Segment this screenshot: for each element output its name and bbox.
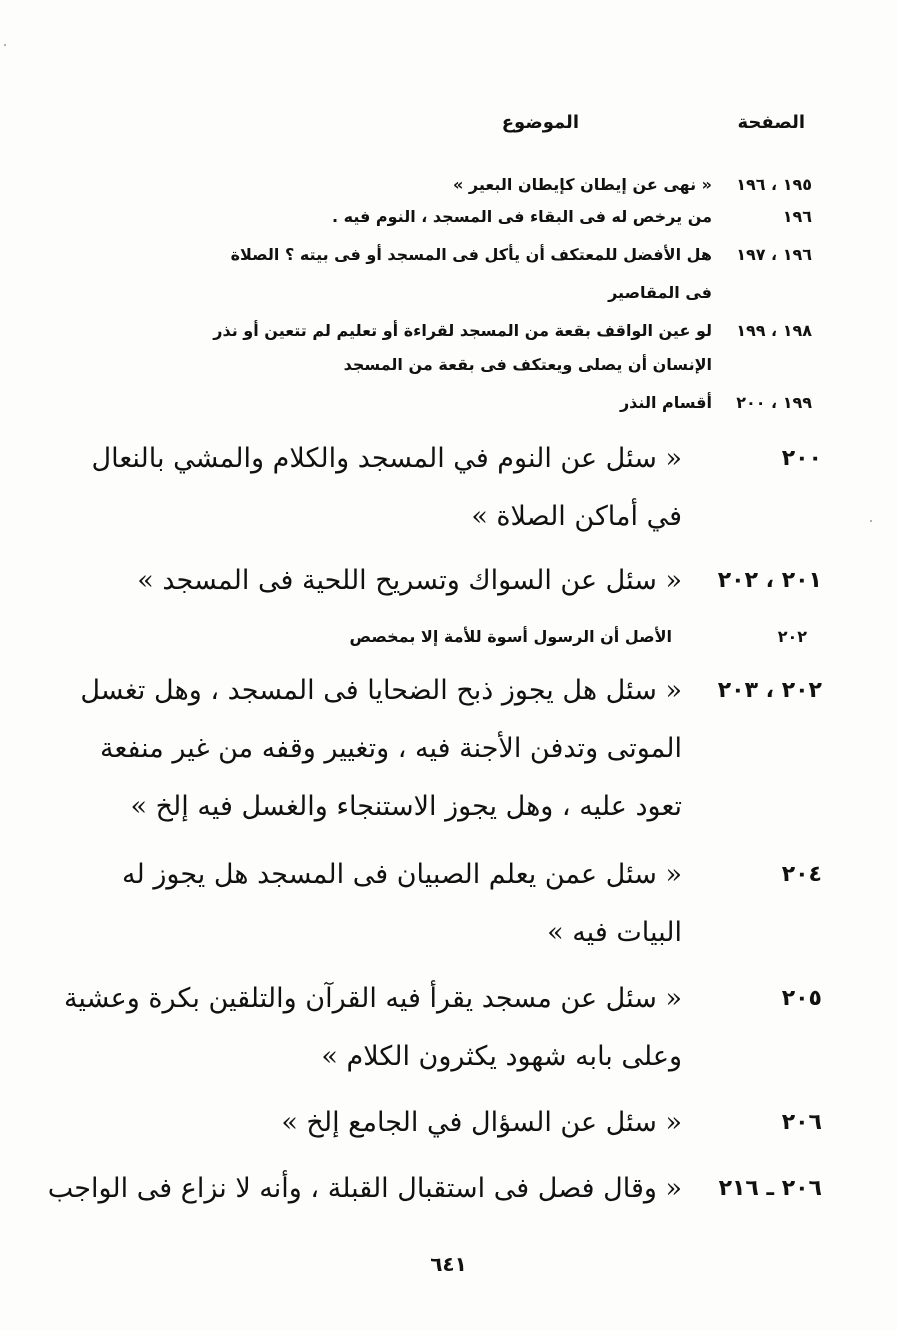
entry-text-line: « سئل عن مسجد يقرأ فيه القرآن والتلقين بكرة وعشية [63, 983, 682, 1014]
index-entry [102, 238, 812, 310]
entry-page-number: ٢٠٢ [777, 627, 807, 646]
entry-text-line: الإنسان أن يصلى ويعتكف فى بقعة من المسجد [343, 355, 712, 374]
entry-text-line: تعود عليه ، وهل يجوز الاستنجاء والغسل فيه إلخ » [130, 791, 682, 822]
index-entry [102, 846, 822, 962]
entry-text-line: « سئل عن السؤال في الجامع إلخ » [281, 1107, 682, 1138]
entry-text: أقسام النذر [619, 393, 712, 412]
scan-speck [870, 520, 872, 522]
entry-page-number: ٢٠٠ [781, 446, 822, 471]
entry-page-number: ١٩٦ [782, 207, 812, 226]
page-number: ٦٤١ [430, 1252, 467, 1276]
index-entry [91, 430, 822, 546]
entry-page-number: ٢٠٢ ، ٢٠٣ [717, 678, 822, 703]
entry-text: « نهى عن إيطان كإيطان البعير » [452, 175, 712, 194]
entry-text-line: البيات فيه » [547, 917, 682, 948]
entry-page-number: ٢٠٦ ـ ٢١٦ [718, 1176, 822, 1201]
entry-page-number: ١٩٦ ، ١٩٧ [736, 245, 812, 264]
entry-page-number: ١٩٨ ، ١٩٩ [736, 321, 812, 340]
entry-page-number: ٢٠١ ، ٢٠٢ [717, 568, 822, 593]
scan-speck [4, 44, 6, 46]
entry-text-line: وعلى بابه شهود يكثرون الكلام » [321, 1041, 682, 1072]
index-entry [112, 620, 812, 654]
entry-text-line: الموتى وتدفن الأجنة فيه ، وتغيير وقفه من غير منفعة [100, 733, 682, 764]
entry-text-line: « سئل عن النوم في المسجد والكلام والمشي بالنعال [91, 443, 682, 474]
header-page-label: الصفحة [737, 112, 805, 133]
entry-text-line: لو عين الواقف بقعة من المسجد لقراءة أو تعليم لم تتعين أو نذر [213, 321, 712, 340]
entry-text-line: « سئل هل يجوز ذبح الضحايا فى المسجد ، وهل تغسل [80, 675, 682, 706]
entry-page-number: ٢٠٤ [781, 862, 822, 887]
index-entry [47, 1160, 822, 1218]
entry-text: من يرخص له فى البقاء فى المسجد ، النوم فيه . [331, 207, 712, 226]
entry-text-line: فى المقاصير [608, 283, 712, 302]
index-entry [80, 662, 822, 836]
entry-page-number: ١٩٩ ، ٢٠٠ [736, 393, 812, 412]
entry-text-line: « وقال فصل فى استقبال القبلة ، وأنه لا نزاع فى الواجب [47, 1173, 682, 1204]
entry-text-line: في أماكن الصلاة » [471, 501, 682, 532]
entry-text-line: « سئل عن السواك وتسريح اللحية فى المسجد » [137, 565, 682, 596]
entry-text-line: « سئل عمن يعلم الصبيان فى المسجد هل يجوز له [122, 859, 682, 890]
index-entry [63, 970, 822, 1086]
entry-page-number: ١٩٥ ، ١٩٦ [736, 175, 812, 194]
index-entry [112, 386, 812, 420]
index-entry [102, 1094, 822, 1152]
entry-page-number: ٢٠٥ [781, 986, 822, 1011]
index-entry [102, 314, 812, 386]
index-entry [112, 200, 812, 234]
index-entry [112, 168, 812, 202]
entry-text: الأصل أن الرسول أسوة للأمة إلا بمخصص [349, 627, 672, 646]
header-topic-label: الموضوع [501, 112, 579, 133]
entry-text-line: هل الأفضل للمعتكف أن يأكل فى المسجد أو فى بيته ؟ الصلاة [230, 245, 712, 264]
entry-page-number: ٢٠٦ [781, 1110, 822, 1135]
index-entry [102, 552, 822, 610]
